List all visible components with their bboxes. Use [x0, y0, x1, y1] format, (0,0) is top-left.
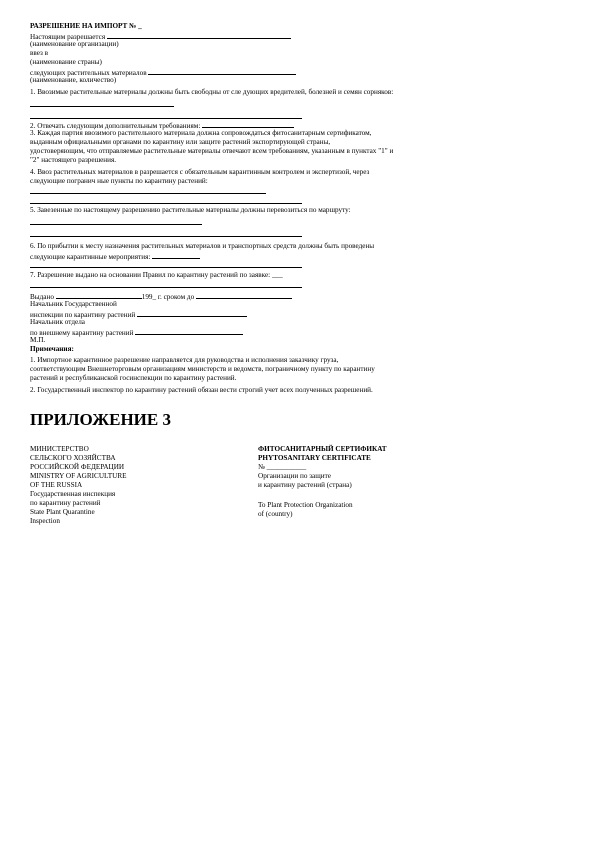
issued-label: Выдано: [30, 293, 54, 301]
certificate-line: To Plant Protection Organization: [258, 501, 353, 509]
item-6-label: следующие карантинные мероприятия:: [30, 253, 151, 261]
blank-line: [30, 224, 202, 225]
blank-line: [30, 236, 302, 237]
note-2: 2. Государственный инспектор по карантину растений обязан вести строгий учет всех полученных разрешений.: [30, 386, 373, 394]
certificate-line: и карантину растений (страна): [258, 481, 352, 489]
org-hint: (наименование организации): [30, 40, 119, 48]
import-to-label: ввез в: [30, 49, 49, 57]
note-1-line-3: растений и республиканской госинспекции по карантину растений.: [30, 374, 237, 382]
blank-field: [148, 67, 296, 75]
item-7: 7. Разрешение выдано на основании Правил по карантину растений по заявке: ___: [30, 271, 283, 279]
country-hint: (наименование страны): [30, 58, 102, 66]
issuer-line: РОССИЙСКОЙ ФЕДЕРАЦИИ: [30, 463, 125, 471]
item-3-line-1: 3. Каждая партия ввозимого растительного материала должна сопровождаться фитосанитарным сертификатом,: [30, 129, 372, 137]
signature-field: [137, 309, 247, 317]
item-5: 5. Завезенные по настоящему разрешению растительные материалы должны перевозиться по маршруту:: [30, 206, 351, 214]
permit-title: РАЗРЕШЕНИЕ НА ИМПОРТ № _: [30, 22, 142, 30]
issuer-line: Inspection: [30, 517, 60, 525]
item-3-line-3: удостоверяющим, что отправляемые растительные материалы отвечают всем требованиям, указанным в пунктах "1" и: [30, 147, 394, 155]
blank-line: [30, 267, 302, 268]
blank-line: [30, 193, 266, 194]
appendix-heading: ПРИЛОЖЕНИЕ 3: [30, 410, 171, 429]
notes-title: Примечания:: [30, 345, 74, 353]
item-4-line-1: 4. Ввоз растительных материалов в разрешается с обязательным карантинным контролем и экспертизой, через: [30, 168, 370, 176]
item-3-line-4: "2" настоящего разрешения.: [30, 156, 117, 164]
issuer-line: MINISTRY OF AGRICULTURE: [30, 472, 127, 480]
blank-line: [30, 203, 302, 204]
issued-to-label: Настоящим разрешается: [30, 33, 106, 41]
certificate-title-en: PHYTOSANITARY CERTIFICATE: [258, 454, 371, 462]
certificate-line: of (country): [258, 510, 293, 518]
certificate-line: Организации по защите: [258, 472, 331, 480]
dept-line-2: [30, 327, 243, 338]
note-1-line-1: 1. Импортное карантинное разрешение направляется для руководства и исполнения заказчику груза,: [30, 356, 339, 364]
dept-line-1: Начальник отдела: [30, 318, 85, 326]
chief-line-1: Начальник Государственной: [30, 300, 117, 308]
blank-line: [30, 287, 302, 288]
item-6-line-1: 6. По прибытии к месту назначения растительных материалов и транспортных средств должны быть проведены: [30, 242, 375, 250]
dept-label: по внешнему карантину растений: [30, 329, 134, 337]
year-label: 199_ г. сроком до: [141, 293, 195, 301]
issuer-line: State Plant Quarantine: [30, 508, 95, 516]
certificate-number: № ___________: [258, 463, 307, 471]
issuer-line: МИНИСТЕРСТВО: [30, 445, 89, 453]
note-1-line-2: соответствующим Внешнеторговым организациям министерств и ведомств, пограничному пункту по карантину: [30, 365, 375, 373]
issuer-line: по карантину растений: [30, 499, 101, 507]
item-4-line-2: следующие погранич ные пункты по карантину растений:: [30, 177, 208, 185]
qty-hint: (наименование, количество): [30, 76, 117, 84]
certificate-title-ru: ФИТОСАНИТАРНЫЙ СЕРТИФИКАТ: [258, 445, 387, 453]
chief-label: инспекции по карантину растений: [30, 311, 136, 319]
blank-field: [152, 251, 200, 259]
blank-field: [202, 120, 294, 128]
blank-field: [56, 291, 142, 299]
issuer-line: OF THE RUSSIA: [30, 481, 83, 489]
item-2: 2. Отвечать следующим дополнительным требованиям:: [30, 122, 201, 130]
blank-field: [196, 291, 292, 299]
stamp-label: М.П.: [30, 336, 46, 344]
blank-field: [107, 31, 291, 39]
materials-label: следующих растительных материалов: [30, 69, 147, 77]
blank-line: [30, 106, 174, 107]
blank-line: [30, 118, 302, 119]
item-6-line-2: [30, 251, 200, 262]
signature-field: [135, 327, 243, 335]
issuer-line: СЕЛЬСКОГО ХОЗЯЙСТВА: [30, 454, 116, 462]
issuer-line: Государственная инспекция: [30, 490, 116, 498]
item-3-line-2: выданным официальными органами по карантину или защите растений экспортирующей страны,: [30, 138, 331, 146]
item-1: 1. Ввозимые растительные материалы должны быть свободны от сле дующих вредителей, болезней и семян сорняков:: [30, 88, 394, 96]
